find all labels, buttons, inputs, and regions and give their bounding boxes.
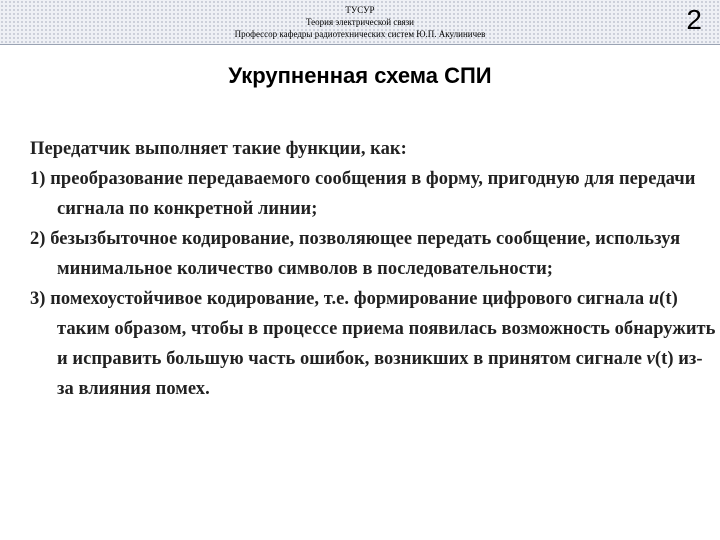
- header-course: Теория электрической связи: [305, 17, 414, 27]
- item-text: безызбыточное кодирование, позволяющее передать сообщение, используя минимальное количество символов в последовательности;: [50, 229, 681, 279]
- item-text: преобразование передаваемого сообщения в форму, пригодную для передачи сигнала по конкретной линии;: [50, 169, 696, 219]
- slide-header: [0, 0, 720, 45]
- signal-v-arg: (t): [654, 349, 674, 369]
- item-number: 3): [30, 289, 46, 309]
- signal-u-arg: (t): [659, 289, 678, 309]
- header-org: ТУСУР: [345, 5, 375, 15]
- signal-u-var: u: [648, 289, 660, 309]
- list-item-1: [30, 164, 718, 224]
- signal-v-var: v: [646, 349, 655, 369]
- header-info: [150, 4, 570, 40]
- header-author: Профессор кафедры радиотехнических систем Ю.П. Акулиничев: [234, 29, 486, 39]
- list-item-2: [30, 224, 718, 284]
- item-text-before: помехоустойчивое кодирование, т.е. формирование цифрового сигнала: [50, 289, 649, 309]
- list-item-3: [30, 284, 718, 404]
- slide-title: Укрупненная схема СПИ: [228, 63, 492, 88]
- item-number: 2): [30, 229, 46, 249]
- item-text-middle: таким образом, чтобы в процессе приема появилась возможность обнаружить и исправить большую часть ошибок, возникших в принятом сигнале: [57, 319, 716, 369]
- slide-body: [30, 134, 718, 404]
- intro-line: Передатчик выполняет такие функции, как:: [30, 139, 407, 159]
- page-number: 2: [686, 4, 702, 35]
- item-number: 1): [30, 169, 46, 189]
- item-text-after: из-за влияния помех.: [57, 349, 703, 399]
